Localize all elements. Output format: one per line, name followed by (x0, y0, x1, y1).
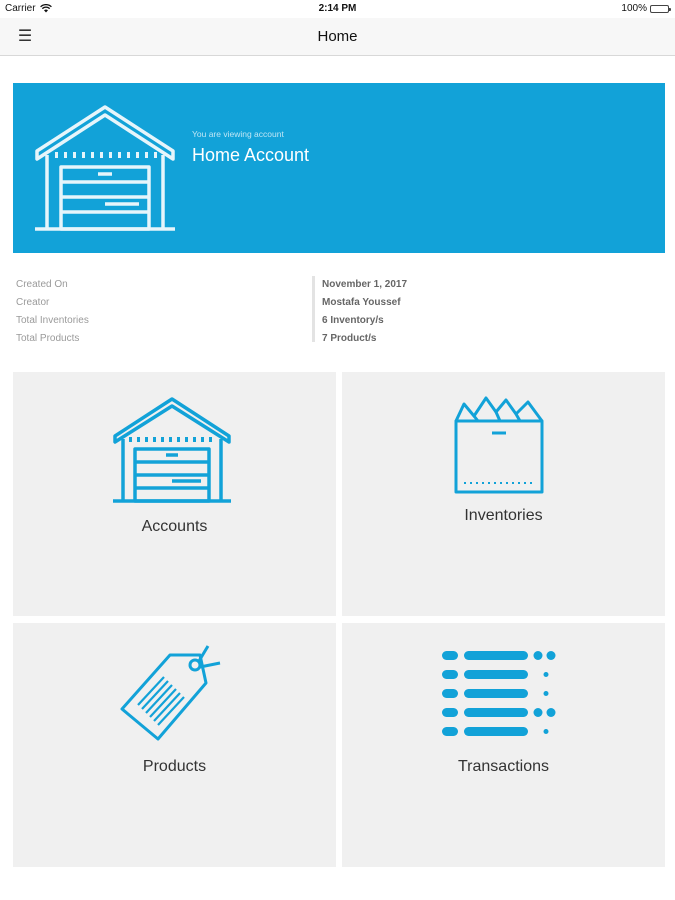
status-bar (0, 0, 675, 18)
transactions-tile[interactable] (342, 623, 665, 867)
hamburger-menu-icon[interactable]: ☰ (17, 28, 33, 45)
detail-value-creator: Mostafa Youssef (322, 297, 401, 308)
account-detail-values (322, 276, 407, 348)
page-title: Home (317, 28, 358, 45)
detail-divider (312, 276, 315, 342)
products-label: Products (142, 758, 207, 775)
battery-percent: 100% (621, 3, 647, 14)
inventories-label: Inventories (464, 507, 543, 524)
detail-label-creator: Creator (16, 297, 50, 308)
inventories-tile[interactable] (342, 372, 665, 616)
account-name: Home Account (192, 145, 310, 165)
detail-value-created-on: November 1, 2017 (322, 279, 408, 290)
clock: 2:14 PM (318, 3, 357, 14)
products-tile[interactable] (13, 623, 336, 867)
box-icon (452, 394, 546, 496)
account-subtitle: You are viewing account (192, 129, 284, 139)
list-icon (440, 647, 558, 743)
detail-value-total-inventories: 6 Inventory/s (322, 315, 384, 326)
detail-value-total-products: 7 Product/s (322, 333, 377, 344)
accounts-tile[interactable] (13, 372, 336, 616)
detail-label-total-products: Total Products (16, 333, 80, 344)
battery-icon (650, 5, 669, 13)
price-tag-icon (116, 643, 232, 747)
account-detail-labels (16, 276, 89, 348)
battery-indicator (621, 3, 669, 14)
detail-label-created-on: Created On (16, 279, 68, 290)
navigation-bar (0, 18, 675, 56)
account-banner (13, 83, 665, 253)
detail-label-total-inventories: Total Inventories (16, 315, 89, 326)
transactions-label: Transactions (458, 758, 549, 775)
carrier-label: Carrier (5, 3, 36, 14)
garage-icon (35, 103, 175, 233)
accounts-label: Accounts (141, 518, 208, 535)
garage-icon (113, 396, 231, 504)
